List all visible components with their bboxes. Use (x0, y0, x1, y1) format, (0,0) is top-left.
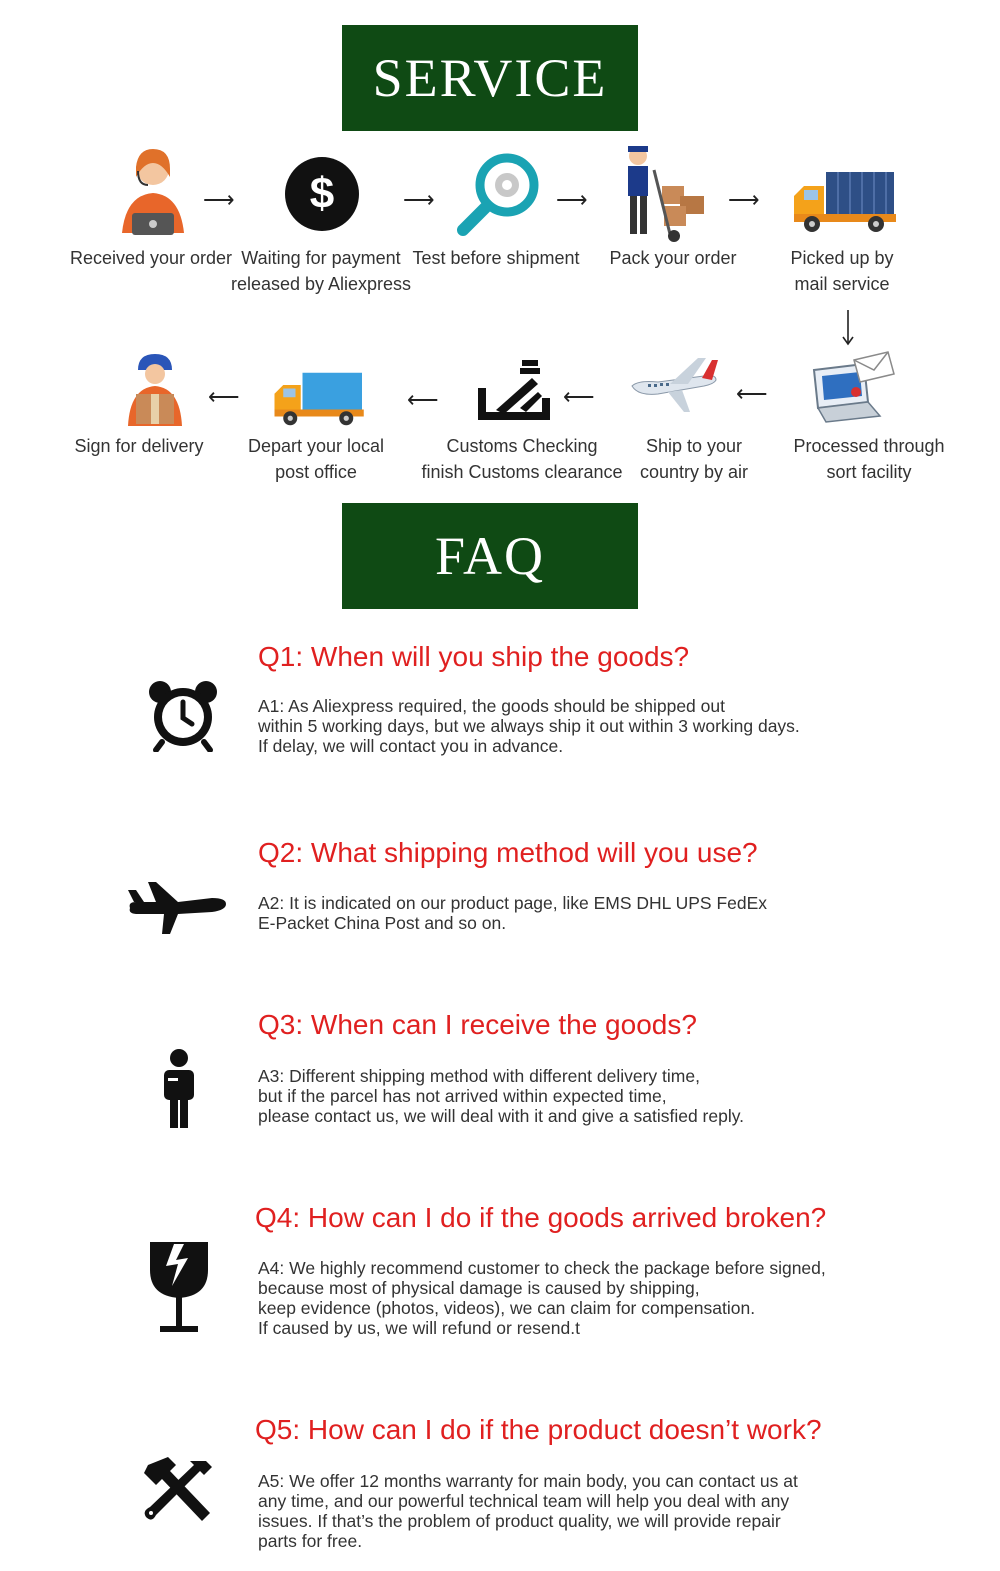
alarm-clock-icon (146, 678, 220, 752)
arrow-right-icon: ⟶ (403, 187, 435, 212)
hammer-wrench-icon (142, 1455, 216, 1525)
truck-icon (272, 371, 368, 427)
step-label: Sign for delivery (74, 436, 204, 456)
arrow-down-icon (841, 310, 855, 346)
magnifier-gear-icon (455, 152, 543, 236)
faq-answer: A1: As Aliexpress required, the goods should be shipped out within 5 working days, but we always ship it out within 3 working days. If delay, we will contact you in advance. (258, 696, 800, 756)
step-label: Pack your order (609, 248, 737, 268)
faq-banner (342, 503, 638, 609)
laptop-mail-icon (804, 350, 898, 426)
courier-box-icon (124, 350, 186, 428)
faq-question: Q5: How can I do if the product doesn’t work? (255, 1414, 822, 1445)
faq-answer: A5: We offer 12 months warranty for main body, you can contact us at any time, and our powerful technical team will help you deal with any issues. If that’s the problem of product quality, we will provide repair parts for free. (258, 1471, 798, 1551)
step-label: Depart your local post office (247, 436, 385, 482)
faq-answer: A3: Different shipping method with different delivery time, but if the parcel has not arrived within expected time, please contact us, we will deal with it and give a satisfied reply. (258, 1066, 745, 1126)
faq-question: Q2: What shipping method will you use? (258, 837, 758, 868)
person-icon (160, 1048, 198, 1130)
arrow-right-icon: ⟶ (203, 187, 235, 212)
handtruck-worker-icon (620, 140, 710, 244)
faq-title: FAQ (434, 526, 546, 586)
dollar-icon (284, 156, 360, 232)
fragile-glass-icon (148, 1240, 210, 1334)
faq-question: Q4: How can I do if the goods arrived broken? (255, 1202, 827, 1233)
service-banner (342, 25, 638, 131)
customs-icon (476, 358, 552, 424)
step-label: Processed through sort facility (793, 436, 945, 482)
airplane-icon (628, 352, 720, 416)
arrow-left-icon: ⟵ (736, 381, 768, 406)
arrow-left-icon: ⟵ (563, 384, 595, 409)
faq-question: Q3: When can I receive the goods? (258, 1009, 697, 1040)
arrow-left-icon: ⟵ (208, 384, 240, 409)
operator-icon (118, 143, 188, 239)
faq-answer: A4: We highly recommend customer to check the package before signed, because most of physical damage is caused by shipping, keep evidence (photos, videos), we can claim for compensation. If caused by us, we will refund or resend.t (258, 1258, 826, 1338)
arrow-right-icon: ⟶ (556, 187, 588, 212)
step-label: Test before shipment (412, 248, 580, 268)
faq-answer: A2: It is indicated on our product page, like EMS DHL UPS FedEx E-Packet China Post and so on. (258, 893, 768, 933)
step-label: Waiting for payment released by Aliexpress (230, 248, 412, 294)
arrow-left-icon: ⟵ (407, 387, 439, 412)
service-title: SERVICE (372, 48, 608, 108)
svg-text:$: $ (309, 169, 335, 218)
step-label: Ship to your country by air (639, 436, 749, 482)
truck-icon (792, 170, 900, 234)
airplane-icon (126, 878, 228, 936)
step-label: Received your order (69, 248, 233, 268)
arrow-right-icon: ⟶ (728, 187, 760, 212)
faq-question: Q1: When will you ship the goods? (258, 641, 690, 672)
step-label: Picked up by mail service (790, 248, 894, 294)
step-label: Customs Checking finish Customs clearance (421, 436, 623, 482)
